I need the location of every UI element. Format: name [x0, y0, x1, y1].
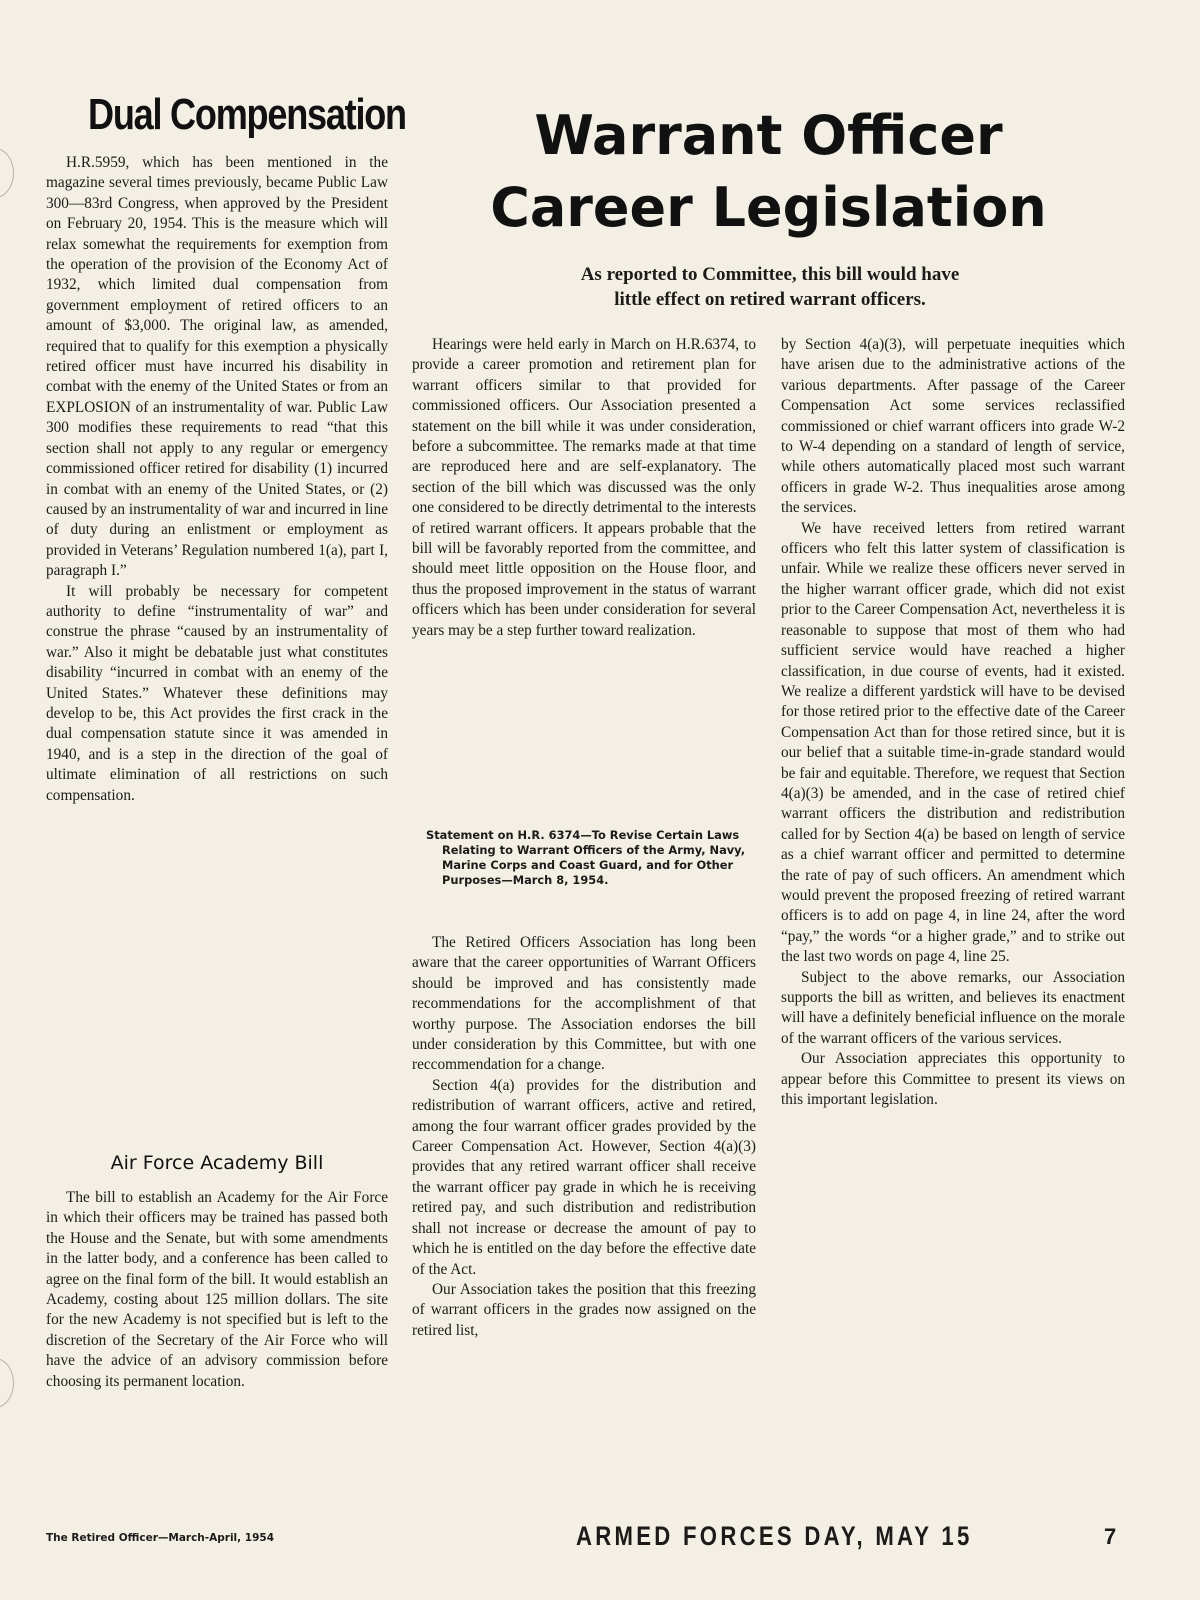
- paragraph: We have received letters from retired warrant officers who felt this latter system of classification is unfair. While we realize these officers never served in the higher warrant officer grade, which did not exist prior to the Career Compensation Act, nevertheless it is reasonable to suppose that most of them who had sufficient service would have reached a higher classification, in due course of events, had it existed. We realize a different yardstick will have to be devised for those retired prior to the effective date of the Career Compensation Act than for those retired since, but it is our belief that a suitable time-in-grade standard would be fair and equitable. Therefore, we request that Section 4(a)(3) be amended, and in the case of retired chief warrant officers the distribution and redistribution called for by Section 4(a) be based on length of service as a chief warrant officer and permitted to determine the rate of pay of such officers. An amendment which would prevent the proposed freezing of retired warrant officers is to add on page 4, in line 24, after the word “pay,” the words “or a higher grade,” and to strike out the last two words on page 4, line 25.: [781, 519, 1125, 966]
- paragraph: The Retired Officers Association has long been aware that the career opportunities of Warrant Officers should be improved and has consistently made recommendations for the accomplishment of that worthy purpose. The Association endorses the bill under consideration by this Committee, but with one reccommendation for a change.: [412, 934, 756, 1074]
- paragraph: Our Association appreciates this opportunity to appear before this Committee to present its views on this important legislation.: [781, 1050, 1125, 1109]
- paragraph: Hearings were held early in March on H.R.6374, to provide a career promotion and retirement plan for warrant officers similar to that provided for commissioned officers. Our Association presented a statement on the bill while it was under consideration, before a subcommittee. The remarks made at that time are reproduced here and are self-explanatory. The section of the bill which was discussed was the only one considered to be directly detrimental to the interests of retired warrant officers. It appears probable that the bill will be favorably reported from the committee, and should meet little opposition on the House floor, and thus the proposed improvement in the status of warrant officers which has been under consideration for several years may be a step further toward realization.: [412, 336, 756, 639]
- paragraph: It will probably be necessary for competent authority to define “instrumentality of war” and construe the phrase “caused by an instrumentality of war.” Also it might be debatable just what constitutes disability “incurred in combat with an enemy of the United States.” Whatever these definitions may develop to be, this Act provides the first crack in the dual compensation statute since it was amended in 1940, and is a step in the direction of the goal of ultimate elimination of all restrictions on such compensation.: [46, 582, 388, 804]
- paragraph: by Section 4(a)(3), will perpetuate inequities which have arisen due to the administrative actions of the various departments. After passage of the Career Compensation Act some services reclassified commissioned or chief warrant officers into grade W-2 to W-4 depending on a standard of length of service, while others automatically placed most such warrant officers in grade W-2. Thus inequalities arose among the services.: [781, 336, 1125, 517]
- dual-compensation-heading: Dual Compensation: [88, 90, 406, 139]
- article-title-line: Warrant Officer: [534, 104, 1003, 167]
- article-intro: [412, 335, 756, 641]
- publication-footer: The Retired Officer—March-April, 1954: [46, 1532, 275, 1544]
- paragraph: Section 4(a) provides for the distribution and redistribution of warrant officers, active and retired, among the four warrant officer grades provided by the Career Compensation Act. However, Section 4(a)(3) provides that any retired warrant officer shall receive the warrant officer pay grade in which he is receiving retired pay, and such distribution and redistribution shall not increase or decrease the amount of pay to which he is entitled on the day before the effective date of the Act.: [412, 1076, 756, 1278]
- article-subtitle: [470, 262, 1070, 312]
- paragraph: Our Association takes the position that this freezing of warrant officers in the grades now assigned on the retired list,: [412, 1280, 756, 1339]
- statement-body: [412, 933, 756, 1341]
- paragraph: H.R.5959, which has been mentioned in the magazine several times previously, became Public Law 300—83rd Congress, when approved by the President on February 20, 1954. This is the measure which will relax somewhat the requirements for exemption from the operation of the provision of the Economy Act of 1932, which limited dual compensation from government employment of retired officers to an amount of $3,000. The original law, as amended, required that to qualify for this exemption a physically retired officer must have incurred his disability in combat with the enemy of the United States or from an EXPLOSION of an instrumentality of war. Public Law 300 modifies these requirements to read “that this section shall not apply to any regular or emergency commissioned officer retired for disability (1) incurred in combat with an enemy of the United States, or (2) caused by an instrumentality of war and incurred in line of duty during an enlistment or employment as provided in Veterans’ Regulation numbered 1(a), part I, paragraph I.”: [46, 154, 388, 580]
- punch-hole: [0, 1358, 14, 1408]
- article-title: [412, 100, 1125, 244]
- air-force-academy-body: [46, 1188, 388, 1392]
- armed-forces-day-banner: ARMED FORCES DAY, MAY 15: [576, 1521, 973, 1551]
- subtitle-line: little effect on retired warrant officers.: [614, 289, 926, 310]
- paragraph: The bill to establish an Academy for the Air Force in which their officers may be trained has passed both the House and the Senate, but with some amendments in the latter body, and a conference has been called to agree on the final form of the bill. It would establish an Academy, costing about 125 million dollars. The site for the new Academy is not specified but is left to the discretion of the Secretary of the Air Force who will have the advice of an advisory commission before choosing its permanent location.: [46, 1189, 388, 1390]
- punch-hole: [0, 148, 14, 198]
- air-force-academy-heading: Air Force Academy Bill: [110, 1152, 324, 1174]
- paragraph: Subject to the above remarks, our Association supports the bill as written, and believes its enactment will have a definitely beneficial influence on the morale of the warrant officers of the various services.: [781, 968, 1125, 1047]
- statement-continued: [781, 335, 1125, 1110]
- article-title-line: Career Legislation: [490, 176, 1047, 239]
- page-number: 7: [1104, 1524, 1117, 1549]
- dual-compensation-body: [46, 153, 388, 806]
- statement-heading: Statement on H.R. 6374—To Revise Certain Laws Relating to Warrant Officers of the Army, Navy, Marine Corps and Coast Guard, and for Other Purposes—March 8, 1954.: [426, 828, 746, 887]
- subtitle-line: As reported to Committee, this bill would have: [580, 264, 960, 285]
